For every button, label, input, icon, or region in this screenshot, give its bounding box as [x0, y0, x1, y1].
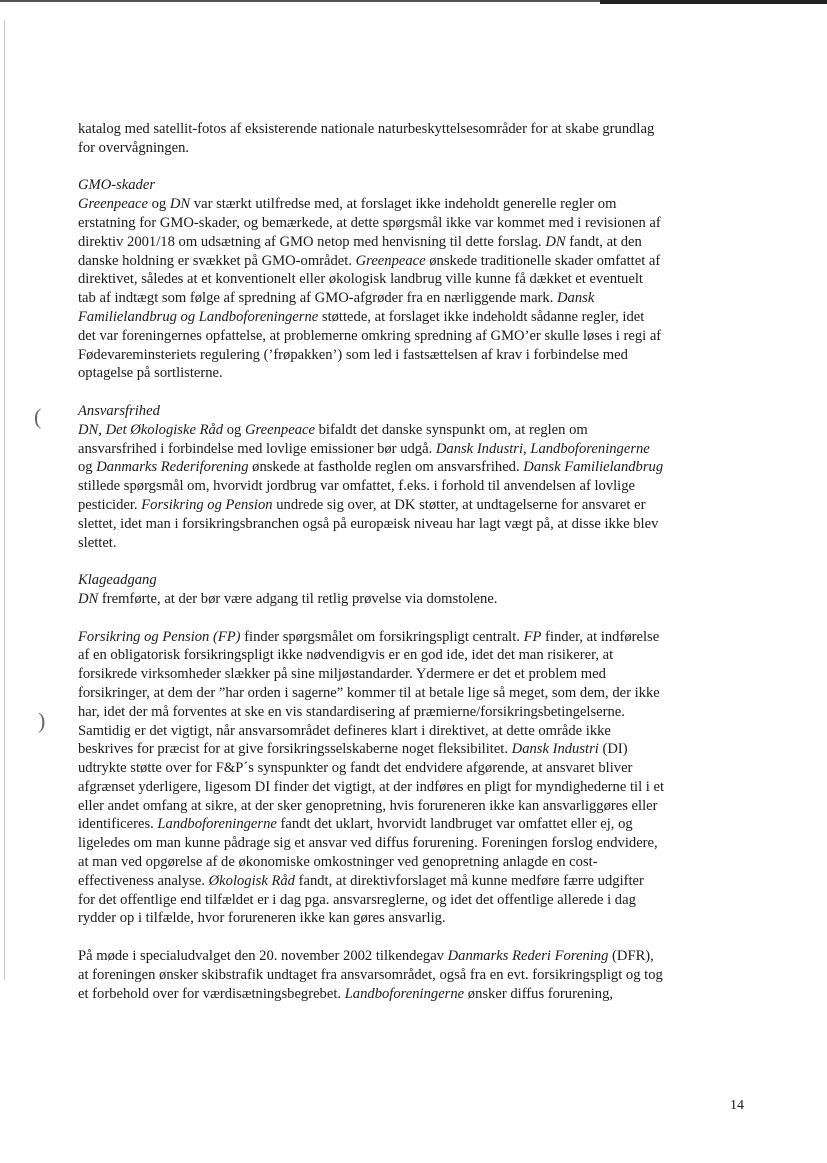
- text-run: udtrykte støtte over for F&P´s synspunkter og fandt det endvidere afgørende, at ansvaret bliver: [78, 760, 633, 777]
- italic-text-run: Danmarks Rederiforening: [96, 459, 249, 476]
- italic-text-run: Landboforeningerne: [157, 816, 277, 833]
- text-run: har, idet der må forventes at ske en vis standardisering af præmierne/forsikringsbetingelserne.: [78, 703, 625, 720]
- italic-text-run: DN, Det Økologiske Råd: [78, 421, 224, 438]
- text-line: [78, 515, 754, 534]
- text-run: slettet.: [78, 534, 117, 551]
- text-line: [78, 834, 754, 853]
- text-run: optagelse på sortlisterne.: [78, 365, 223, 382]
- italic-text-run: FP: [523, 628, 542, 645]
- text-run: rydder op i tilfælde, hvor forureneren ikke kan gøres ansvarlig.: [78, 910, 446, 927]
- text-run: ønskede at fastholde reglen om ansvarsfrihed.: [248, 459, 524, 476]
- text-line: [78, 646, 754, 665]
- italic-text-run: Danmarks Rederi Forening: [447, 948, 609, 965]
- text-run: og: [223, 421, 245, 438]
- italic-text-run: Familielandbrug og Landboforeningerne: [78, 308, 319, 325]
- text-run: fandt, at direktivforslaget må kunne medføre færre udgifter: [294, 872, 644, 889]
- italic-text-run: Forsikring og Pension: [141, 496, 273, 513]
- text-line: [78, 496, 754, 515]
- text-run: erstatning for GMO-skader, og bemærkede, at dette spørgsmål ikke var kommet med i revisionen af: [78, 214, 661, 231]
- text-line: [78, 327, 754, 346]
- text-line: [78, 909, 754, 928]
- text-line: [78, 233, 754, 252]
- text-run: at man ved opgørelse af de økonomiske omkostninger ved genopretning anlagde en cost-: [78, 854, 598, 871]
- italic-text-run: Dansk Industri, Landboforeningerne: [435, 440, 650, 457]
- text-run: afgrænset yderligere, ligesom DI finder det vigtigt, at der indføres en pligt for myndighederne til i et: [78, 778, 665, 795]
- text-run: fandt, at den: [565, 233, 642, 250]
- paragraph-gap: [78, 158, 754, 177]
- text-line: [78, 684, 754, 703]
- text-run: Samtidig er det vigtigt, når ansvarsområdet defineres klart i direktivet, at dette område ikke: [78, 722, 611, 739]
- text-run: for overvågningen.: [78, 139, 190, 156]
- text-line: [78, 346, 754, 365]
- text-run: at foreningen ønsker skibstrafik undtaget fra ansvarsområdet, også fra en evt. forsikringspligt og tog: [78, 966, 663, 983]
- paragraph: [78, 628, 754, 929]
- text-run: forsikringer, at dem der ”har orden i sagerne” kommer til at betale lige så meget, som dem, der ikke: [78, 684, 660, 701]
- section-heading: GMO-skader: [78, 177, 156, 194]
- text-line: [78, 590, 754, 609]
- paragraph: [78, 120, 754, 158]
- text-run: finder spørgsmålet om forsikringspligt centralt.: [240, 628, 524, 645]
- paragraph: [78, 176, 754, 383]
- paragraph: [78, 571, 754, 609]
- text-line: [78, 289, 754, 308]
- text-line: [78, 477, 754, 496]
- text-line: [78, 891, 754, 910]
- italic-text-run: Greenpeace: [245, 421, 315, 438]
- text-line: [78, 985, 754, 1004]
- paragraph-gap: [78, 928, 754, 947]
- text-line: [78, 947, 754, 966]
- italic-text-run: Dansk: [557, 290, 595, 307]
- text-line: [78, 534, 754, 553]
- text-run: ansvarsfrihed i forbindelse med lovlige emissioner bør udgå.: [78, 440, 436, 457]
- text-run: direktivet, således at et konventionelt eller økologisk landbrug ville kunne få dækket et eventuelt: [78, 271, 643, 288]
- text-run: beskrives for præcist for at give forsikringsselskaberne noget fleksibilitet.: [78, 741, 512, 758]
- text-run: for det offentlige end tilfældet er i dag pga. ansvarsreglerne, og idet det offentlige allerede i dag: [78, 891, 636, 908]
- text-run: (DFR),: [608, 948, 654, 965]
- text-line: [78, 628, 754, 647]
- section-heading: Ansvarsfrihed: [78, 402, 160, 419]
- text-run: eller andet omfang at sikre, at der sker genopretning, hvis forureneren ikke kan ansvarliggøres eller: [78, 797, 658, 814]
- text-line: [78, 853, 754, 872]
- page-number: 14: [730, 1098, 744, 1113]
- scan-left-edge: [4, 20, 5, 980]
- italic-text-run: Greenpeace: [78, 196, 148, 213]
- text-run: pesticider.: [78, 496, 142, 513]
- paragraph-gap: [78, 383, 754, 402]
- paragraph-gap: [78, 609, 754, 628]
- text-line: [78, 722, 754, 741]
- text-run: ønsker diffus forurening,: [464, 985, 614, 1002]
- text-run: identificeres.: [78, 816, 158, 833]
- binding-hole-mark: ): [38, 708, 46, 733]
- top-border-heavy: [600, 0, 827, 4]
- text-run: tab af indtægt som følge af spredning af GMO-afgrøder fra en nærliggende mark.: [78, 290, 558, 307]
- text-line: [78, 308, 754, 327]
- text-run: støttede, at forslaget ikke indeholdt sådanne regler, idet: [318, 308, 645, 325]
- section-heading: Klageadgang: [78, 572, 157, 589]
- text-run: det var foreningernes opfattelse, at problemerne omkring spredning af GMO’er skulle løses i regi af: [78, 327, 662, 344]
- italic-text-run: DN: [169, 196, 191, 213]
- document-body: [78, 120, 754, 1003]
- text-line: [78, 364, 754, 383]
- text-run: På møde i specialudvalget den 20. november 2002 tilkendegav: [78, 948, 448, 965]
- text-line: [78, 458, 754, 477]
- text-line: [78, 421, 754, 440]
- text-line: [78, 195, 754, 214]
- text-line: [78, 252, 754, 271]
- text-run: forsikrede virksomheder slækker på sine miljøstandarder. Ydermere er det et problem med: [78, 666, 606, 683]
- text-run: katalog med satellit-fotos af eksisterende nationale naturbeskyttelsesområder for at skabe grundlag: [78, 121, 655, 137]
- text-run: et forbehold over for værdisætningsbegrebet.: [78, 985, 345, 1002]
- text-run: fandt det uklart, hvorvidt landbruget var omfattet eller ej, og: [276, 816, 633, 833]
- binding-hole-mark: (: [34, 404, 42, 429]
- italic-text-run: DN: [78, 590, 99, 607]
- text-run: finder, at indførelse: [541, 628, 660, 645]
- paragraph: [78, 947, 754, 1003]
- text-line: [78, 759, 754, 778]
- text-run: Fødevareminsteriets regulering (’frøpakken’) som led i fastsættelsen af krav i forbindelse med: [78, 346, 628, 363]
- paragraph-gap: [78, 552, 754, 571]
- text-line: [78, 703, 754, 722]
- italic-text-run: Økologisk Råd: [208, 872, 295, 889]
- text-line: [78, 778, 754, 797]
- italic-text-run: DN: [545, 233, 566, 250]
- text-run: (DI): [598, 741, 628, 758]
- text-line: [78, 270, 754, 289]
- italic-text-run: Landboforeningerne: [344, 985, 465, 1002]
- text-run: bifaldt det danske synspunkt om, at reglen om: [314, 421, 588, 438]
- text-line: [78, 214, 754, 233]
- text-line: [78, 966, 754, 985]
- text-run: ønskede traditionelle skader omfattet af: [425, 252, 661, 269]
- text-line: [78, 120, 754, 139]
- text-run: slettet, idet man i forsikringsbranchen også på europæisk niveau har lagt vægt på, at disse ikke blev: [78, 515, 659, 532]
- text-line: [78, 815, 754, 834]
- text-run: direktiv 2001/18 om udsætning af GMO netop med henvisning til dette forslag.: [78, 233, 546, 250]
- text-run: undrede sig over, at DK støtter, at undtagelserne for ansvaret er: [272, 496, 646, 513]
- text-run: og: [78, 459, 97, 476]
- text-run: fremførte, at der bør være adgang til retlig prøvelse via domstolene.: [98, 590, 498, 607]
- text-line: [78, 872, 754, 891]
- text-line: [78, 665, 754, 684]
- italic-text-run: Dansk Industri: [511, 741, 599, 758]
- text-line: [78, 797, 754, 816]
- text-run: af en obligatorisk forsikringspligt ikke nødvendigvis er en god ide, idet det man risikerer, at: [78, 647, 614, 664]
- text-run: danske holdning er svækket på GMO-området.: [78, 252, 356, 269]
- text-line: [78, 139, 754, 158]
- text-run: og: [147, 196, 170, 213]
- text-run: ligeledes om man kunne pådrage sig et ansvar ved diffus forurening. Foreningen forslog endvidere,: [78, 835, 658, 852]
- text-run: effectiveness analyse.: [78, 872, 209, 889]
- italic-text-run: Forsikring og Pension (FP): [78, 628, 241, 645]
- italic-text-run: Greenpeace: [355, 252, 426, 269]
- text-run: stillede spørgsmål om, hvorvidt jordbrug var omfattet, f.eks. i forhold til anvendelsen af lovlige: [78, 478, 636, 495]
- text-line: [78, 440, 754, 459]
- italic-text-run: Dansk Familielandbrug: [523, 459, 664, 476]
- text-line: [78, 740, 754, 759]
- paragraph: [78, 402, 754, 552]
- text-run: var stærkt utilfredse med, at forslaget ikke indeholdt generelle regler om: [190, 196, 617, 213]
